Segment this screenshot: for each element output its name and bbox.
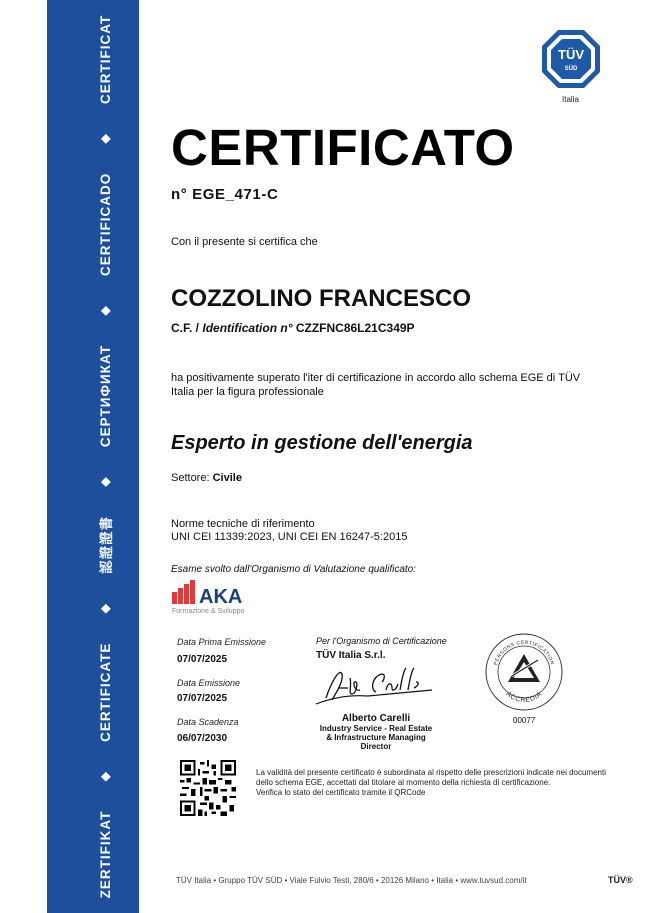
band-word-certificat: CERTIFICAT bbox=[97, 14, 113, 104]
holder-name: COZZOLINO FRANCESCO bbox=[171, 285, 471, 312]
band-word-zertifikat: ZERTIFIKAT bbox=[97, 810, 113, 899]
aka-logo-icon bbox=[170, 578, 270, 616]
issue-value: 07/07/2025 bbox=[177, 693, 228, 704]
aka-logo-tagline: Formazione & Sviluppo bbox=[172, 608, 245, 615]
band-word-russian: СЕРТИФИКАТ bbox=[97, 344, 113, 448]
signer-role: & Infrastructure Managing bbox=[326, 733, 426, 742]
handwritten-signature bbox=[312, 660, 437, 710]
holder-id-value: CZZFNC86L21C349P bbox=[295, 321, 415, 335]
issue-label: Data Emissione bbox=[177, 678, 241, 688]
validity-body: La validità del presente certificato è subordinata al rispetto delle prescrizioni indicate nei documenti dello schema EGE, accettati dal titolare al momento della richiesta di certificazione. bbox=[256, 768, 606, 787]
holder-id-prefix: C.F. / bbox=[171, 321, 200, 335]
logo-country: Italia bbox=[562, 95, 579, 104]
holder-id bbox=[171, 321, 415, 335]
accredia-seal-icon bbox=[484, 632, 564, 712]
validity-verify: Verifica lo stato del certificato tramite il QRCode bbox=[256, 788, 426, 797]
sector-label: Settore: bbox=[171, 472, 210, 484]
passed-text: ha positivamente superato l'iter di certificazione in accordo allo schema EGE di TÜV Italia per la figura professionale bbox=[171, 372, 581, 398]
signer-role: Director bbox=[360, 742, 392, 751]
footer-logo: TÜV® bbox=[608, 875, 633, 885]
diamond-icon: ◆ bbox=[98, 603, 112, 614]
accredia-bottom-text: ACCREDIA bbox=[504, 690, 544, 705]
tuv-logo-brand: TÜV bbox=[558, 47, 584, 62]
diamond-icon: ◆ bbox=[98, 476, 112, 487]
tuv-logo-sub: SÜD bbox=[564, 66, 578, 72]
first-issue-value: 07/07/2025 bbox=[177, 654, 228, 665]
certificate-title: CERTIFICATO bbox=[171, 119, 515, 176]
org-label: Per l'Organismo di Certificazione bbox=[316, 636, 447, 646]
intro-text: Con il presente si certifica che bbox=[171, 236, 318, 248]
diamond-icon: ◆ bbox=[98, 133, 112, 144]
norms-value: UNI CEI 11339:2023, UNI CEI EN 16247-5:2015 bbox=[171, 531, 408, 543]
side-band-text bbox=[93, 0, 117, 913]
profession-title: Esperto in gestione dell'energia bbox=[171, 432, 473, 454]
accredia-number: 00077 bbox=[513, 716, 536, 725]
diamond-icon: ◆ bbox=[98, 771, 112, 782]
band-word-certificate: CERTIFICATE bbox=[97, 642, 113, 742]
sector-line bbox=[171, 472, 242, 484]
first-issue-label: Data Prima Emissione bbox=[177, 637, 267, 647]
sector-value: Civile bbox=[212, 472, 242, 484]
expiry-label: Data Scadenza bbox=[177, 717, 239, 727]
holder-id-label: Identification n° bbox=[202, 321, 293, 335]
aka-logo-name: AKA bbox=[199, 586, 243, 608]
validity-text bbox=[256, 768, 616, 798]
expiry-value: 06/07/2030 bbox=[177, 733, 228, 744]
org-name: TÜV Italia S.r.l. bbox=[316, 650, 386, 661]
footer-address: TÜV Italia • Gruppo TÜV SÜD • Viale Fulvio Testi, 280/6 • 20126 Milano • Italia • www.tuvsud.com/it bbox=[176, 876, 527, 885]
norms-label: Norme tecniche di riferimento bbox=[171, 518, 315, 530]
band-word-certificado: CERTIFICADO bbox=[97, 172, 113, 276]
tuv-logo-icon bbox=[540, 28, 602, 90]
signer-role: Industry Service - Real Estate bbox=[319, 724, 433, 733]
evaluation-label: Esame svolto dall'Organismo di Valutazione qualificato: bbox=[171, 564, 416, 575]
signer-block bbox=[306, 713, 446, 751]
qr-code-icon[interactable] bbox=[180, 760, 236, 816]
svg-text:ACCREDIA bbox=[504, 691, 543, 704]
diamond-icon: ◆ bbox=[98, 305, 112, 316]
certificate-number: n° EGE_471-C bbox=[171, 186, 279, 203]
band-word-chinese: 認證證書 bbox=[99, 515, 114, 574]
signer-name: Alberto Carelli bbox=[341, 713, 411, 724]
accredia-top-text: PERSONS CERTIFICATION bbox=[492, 639, 556, 666]
